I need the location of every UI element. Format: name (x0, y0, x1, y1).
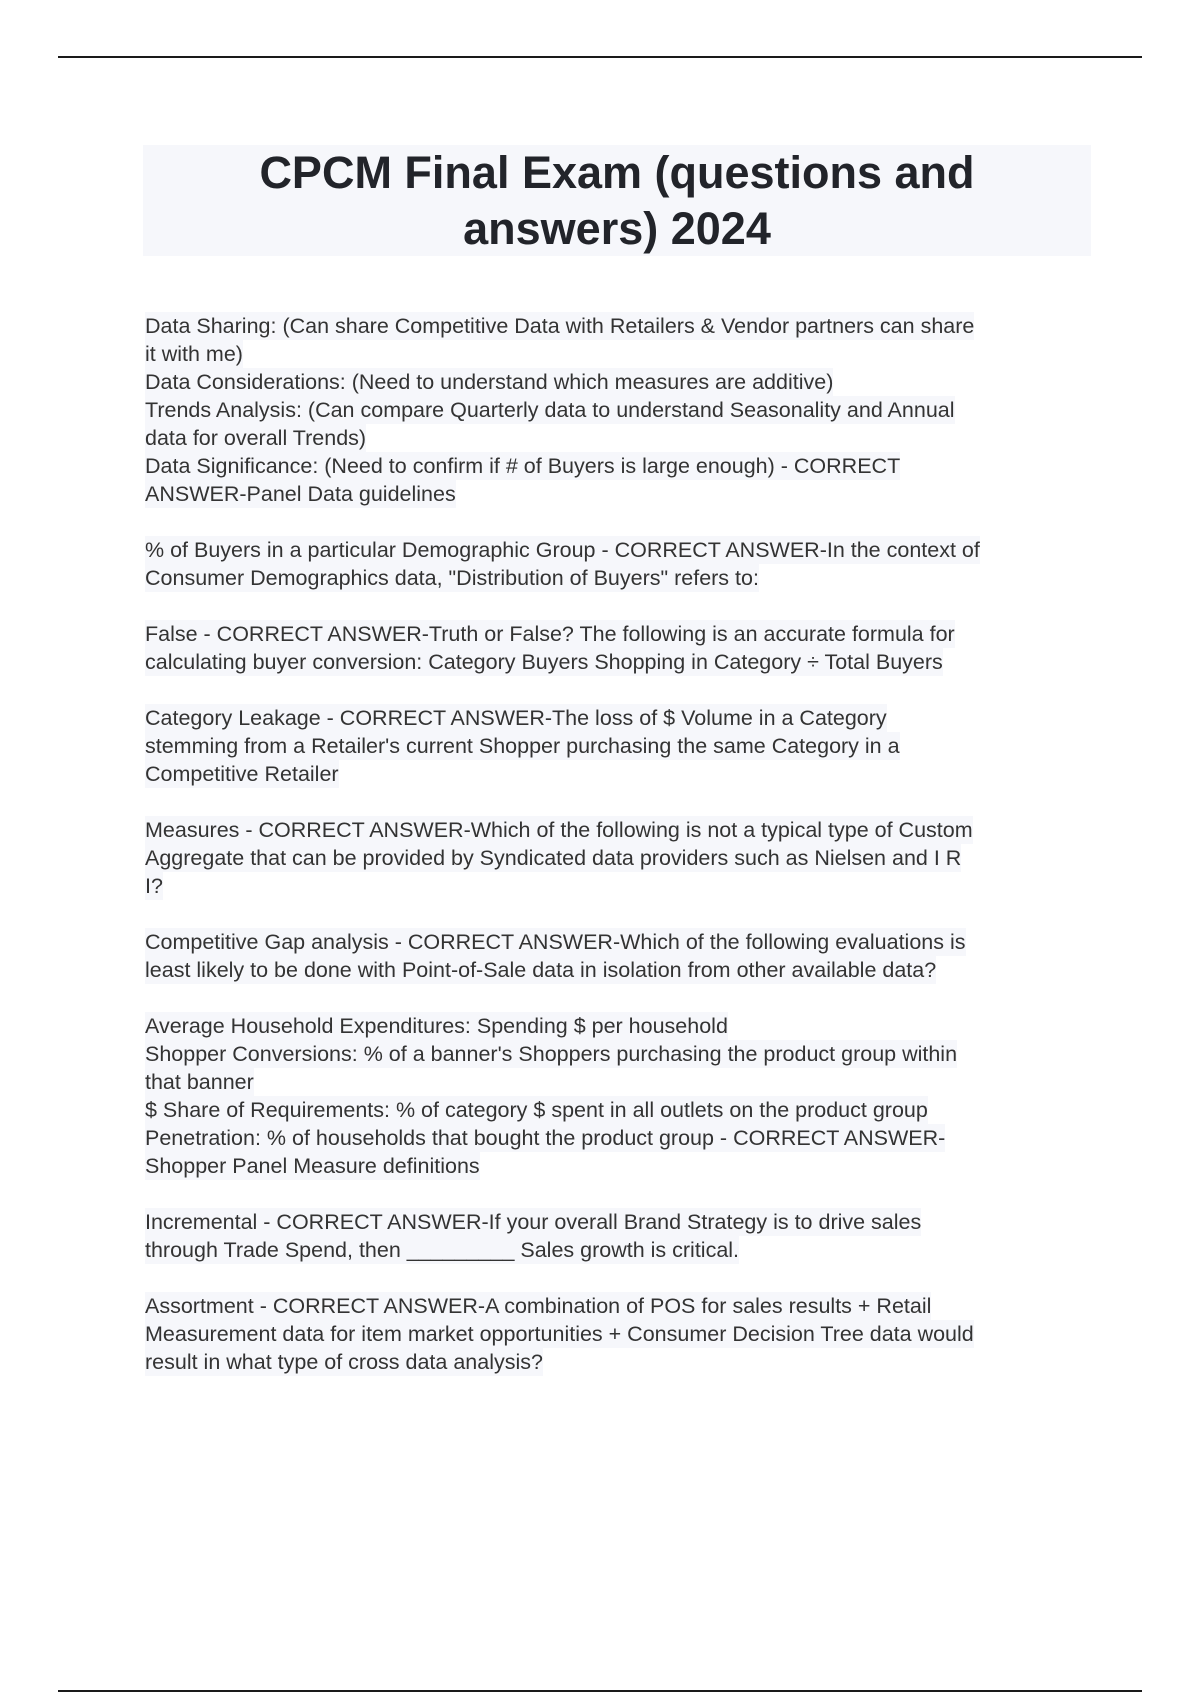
text-line: data for overall Trends) (145, 426, 367, 450)
qa-entry (145, 928, 1090, 984)
text-line: Measures - CORRECT ANSWER-Which of the following is not a typical type of Custom (145, 818, 973, 842)
qa-entry (145, 620, 1090, 676)
text-line: Competitive Gap analysis - CORRECT ANSWER-Which of the following evaluations is (145, 930, 966, 954)
text-line: $ Share of Requirements: % of category $ spent in all outlets on the product group (145, 1098, 928, 1122)
text-line: % of Buyers in a particular Demographic Group - CORRECT ANSWER-In the context of (145, 538, 980, 562)
text-line: Average Household Expenditures: Spending $ per household (145, 1014, 728, 1038)
title-banner (143, 145, 1091, 256)
qa-entry (145, 816, 1090, 900)
text-line: Trends Analysis: (Can compare Quarterly data to understand Seasonality and Annual (145, 398, 955, 422)
text-line: result in what type of cross data analysis? (145, 1350, 543, 1374)
qa-entry (145, 704, 1090, 788)
bottom-divider (58, 1690, 1142, 1692)
qa-entry (145, 536, 1090, 592)
text-line: Incremental - CORRECT ANSWER-If your overall Brand Strategy is to drive sales (145, 1210, 922, 1234)
text-line: Measurement data for item market opportunities + Consumer Decision Tree data would (145, 1322, 974, 1346)
qa-entry (145, 1208, 1090, 1264)
text-line: Assortment - CORRECT ANSWER-A combination of POS for sales results + Retail (145, 1294, 932, 1318)
qa-entry (145, 1292, 1090, 1376)
text-line: Data Sharing: (Can share Competitive Data with Retailers & Vendor partners can share (145, 314, 975, 338)
text-line: calculating buyer conversion: Category Buyers Shopping in Category ÷ Total Buyers (145, 650, 943, 674)
qa-list (145, 312, 1090, 1404)
text-line: Penetration: % of households that bought the product group - CORRECT ANSWER- (145, 1126, 946, 1150)
text-line: ANSWER-Panel Data guidelines (145, 482, 456, 506)
text-line: Aggregate that can be provided by Syndicated data providers such as Nielsen and I R (145, 846, 962, 870)
page-title: CPCM Final Exam (questions and answers) 2024 (259, 146, 975, 254)
text-line: through Trade Spend, then _________ Sales growth is critical. (145, 1238, 740, 1262)
text-line: least likely to be done with Point-of-Sale data in isolation from other available data? (145, 958, 937, 982)
text-line: Data Considerations: (Need to understand which measures are additive) (145, 370, 834, 394)
text-line: Data Significance: (Need to confirm if # of Buyers is large enough) - CORRECT (145, 454, 901, 478)
text-line: Competitive Retailer (145, 762, 339, 786)
text-line: Category Leakage - CORRECT ANSWER-The loss of $ Volume in a Category (145, 706, 887, 730)
text-line: False - CORRECT ANSWER-Truth or False? The following is an accurate formula for (145, 622, 955, 646)
text-line: Shopper Panel Measure definitions (145, 1154, 480, 1178)
text-line: stemming from a Retailer's current Shopper purchasing the same Category in a (145, 734, 900, 758)
text-line: that banner (145, 1070, 254, 1094)
text-line: I? (145, 874, 163, 898)
text-line: Shopper Conversions: % of a banner's Shoppers purchasing the product group within (145, 1042, 958, 1066)
qa-entry (145, 312, 1090, 508)
text-line: it with me) (145, 342, 243, 366)
top-divider (58, 56, 1142, 58)
qa-entry (145, 1012, 1090, 1180)
text-line: Consumer Demographics data, "Distribution of Buyers" refers to: (145, 566, 759, 590)
